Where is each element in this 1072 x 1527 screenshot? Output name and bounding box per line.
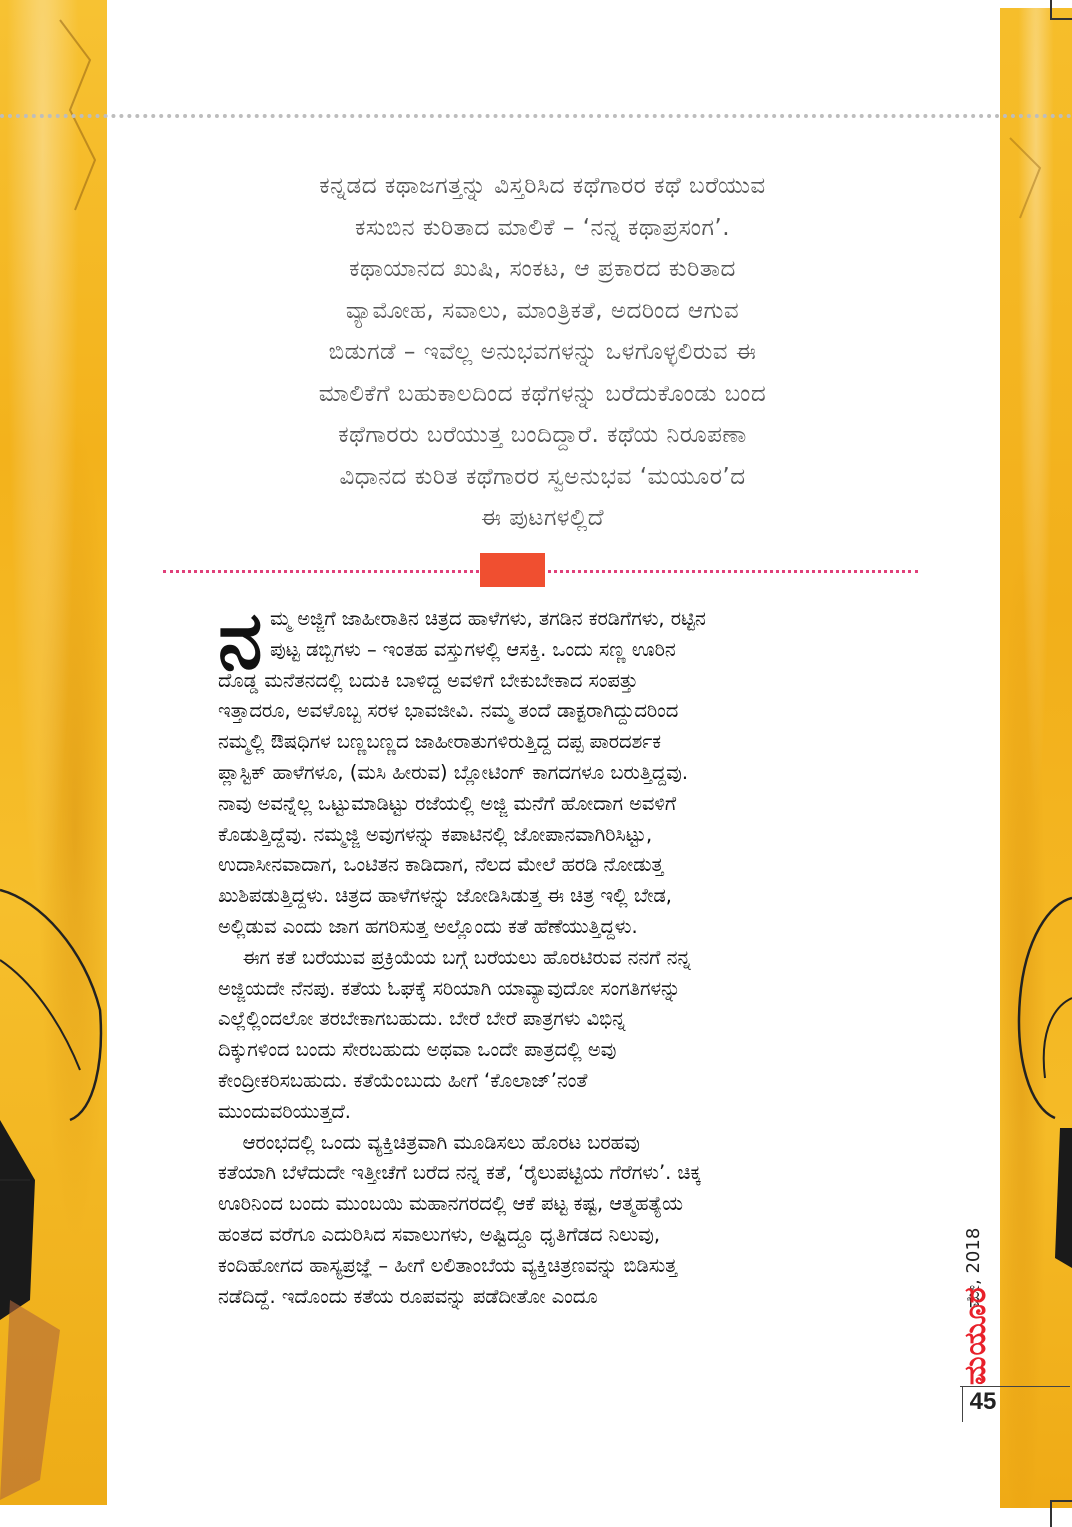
body-line: ಅಜ್ಜಿಯದೇ ನೆನಪು. ಕತೆಯ ಓಘಕ್ಕೆ ಸರಿಯಾಗಿ ಯಾವ್ಯಾವುದೋ ಸಂಗತಿಗಳನ್ನು bbox=[218, 976, 681, 1000]
intro-line: ಮಾಲಿಕೆಗೆ ಬಹುಕಾಲದಿಂದ ಕಥೆಗಳನ್ನು ಬರೆದುಕೊಂಡು ಬಂದ bbox=[318, 380, 767, 407]
body-line: ಅಲ್ಲಿಡುವ ಎಂದು ಜಾಗ ಹಗರಿಸುತ್ತ ಅಲ್ಲೊಂದು ಕತೆ ಹೆಣೆಯುತ್ತಿದ್ದಳು. bbox=[218, 914, 638, 938]
body-line: ನಡೆದಿದ್ದೆ. ಇದೊಂದು ಕತೆಯ ರೂಪವನ್ನು ಪಡೆದೀತೋ ಎಂದೂ bbox=[218, 1284, 598, 1308]
top-dotted-rule bbox=[0, 114, 1072, 118]
body-line: ಈಗ ಕತೆ ಬರೆಯುವ ಪ್ರಕ್ರಿಯೆಯ ಬಗ್ಗೆ ಬರೆಯಲು ಹೊರಟಿರುವ ನನಗೆ ನನ್ನ bbox=[218, 945, 691, 969]
intro-line: ವ್ಯಾಮೋಹ, ಸವಾಲು, ಮಾಂತ್ರಿಕತೆ, ಅದರಿಂದ ಆಗುವ bbox=[345, 297, 740, 324]
left-artwork-strip bbox=[0, 0, 107, 1505]
page-number: 45 bbox=[969, 1388, 997, 1415]
right-artwork-strip bbox=[1000, 8, 1072, 1508]
intro-line: ಕಥೆಗಾರರು ಬರೆಯುತ್ತ ಬಂದಿದ್ದಾರೆ. ಕಥೆಯ ನಿರೂಪಣಾ bbox=[338, 422, 747, 448]
intro-line: ಕನ್ನಡದ ಕಥಾಜಗತ್ತನ್ನು ವಿಸ್ತರಿಸಿದ ಕಥೆಗಾರರ ಕಥೆ ಬರೆಯುವ bbox=[319, 173, 766, 199]
article-body bbox=[218, 604, 868, 1312]
body-line: ಕಂದಿಹೋಗದ ಹಾಸ್ಯಪ್ರಜ್ಞೆ – ಹೀಗೆ ಲಲಿತಾಂಬೆಯ ವ್ಯಕ್ತಿಚಿತ್ರಣವನ್ನು ಬಿಡಿಸುತ್ತ bbox=[218, 1253, 678, 1277]
body-line: ಪುಟ್ಟ ಡಬ್ಬಿಗಳು – ಇಂತಹ ವಸ್ತುಗಳಲ್ಲಿ ಆಸಕ್ತಿ. ಒಂದು ಸಣ್ಣ ಊರಿನ bbox=[270, 637, 676, 661]
body-line: ಎಲ್ಲೆಲ್ಲಿಂದಲೋ ತರಬೇಕಾಗಬಹುದು. ಬೇರೆ ಬೇರೆ ಪಾತ್ರಗಳು ವಿಭಿನ್ನ bbox=[218, 1007, 626, 1031]
intro-line: ಕಥಾಯಾನದ ಖುಷಿ, ಸಂಕಟ, ಆ ಪ್ರಕಾರದ ಕುರಿತಾದ bbox=[349, 256, 736, 282]
body-line: ಉದಾಸೀನವಾದಾಗ, ಒಂಟಿತನ ಕಾಡಿದಾಗ, ನೆಲದ ಮೇಲೆ ಹರಡಿ ನೋಡುತ್ತ bbox=[218, 853, 664, 877]
crop-mark-bottom bbox=[1050, 1500, 1072, 1527]
intro-line: ಕಸುಬಿನ ಕುರಿತಾದ ಮಾಲಿಕೆ – ‘ನನ್ನ ಕಥಾಪ್ರಸಂಗ’. bbox=[354, 214, 731, 241]
body-line: ಹಂತದ ವರೆಗೂ ಎದುರಿಸಿದ ಸವಾಲುಗಳು, ಅಷ್ಟಿದ್ದೂ ಧೃತಿಗೆಡದ ನಿಲುವು, bbox=[218, 1222, 660, 1246]
series-intro bbox=[200, 166, 885, 540]
drop-cap: ನ bbox=[218, 593, 263, 687]
intro-line: ಬಿಡುಗಡೆ – ಇವೆಲ್ಲ ಅನುಭವಗಳನ್ನು ಒಳಗೊಳ್ಳಲಿರುವ ಈ bbox=[328, 339, 757, 365]
body-line: ಕೊಡುತ್ತಿದ್ದೆವು. ನಮ್ಮಜ್ಜಿ ಅವುಗಳನ್ನು ಕಪಾಟಿನಲ್ಲಿ ಜೋಪಾನವಾಗಿರಿಸಿಟ್ಟು, bbox=[218, 822, 653, 846]
body-line: ಆರಂಭದಲ್ಲಿ ಒಂದು ವ್ಯಕ್ತಿಚಿತ್ರವಾಗಿ ಮೂಡಿಸಲು ಹೊರಟ ಬರಹವು bbox=[218, 1130, 640, 1154]
intro-line: ಈ ಪುಟಗಳಲ್ಲಿದೆ bbox=[480, 505, 605, 531]
body-line: ನಮ್ಮಲ್ಲಿ ಔಷಧಿಗಳ ಬಣ್ಣಬಣ್ಣದ ಜಾಹೀರಾತುಗಳಿರುತ್ತಿದ್ದ ದಪ್ಪ ಪಾರದರ್ಶಕ bbox=[218, 730, 661, 754]
right-artwork-illustration bbox=[1000, 8, 1072, 1508]
crop-mark-top bbox=[1050, 0, 1072, 20]
divider-accent-block bbox=[480, 553, 545, 587]
body-line: ಪ್ಲಾಸ್ಟಿಕ್ ಹಾಳೆಗಳೂ, (ಮಸಿ ಹೀರುವ) ಬ್ಲೋಟಿಂಗ್ ಕಾಗದಗಳೂ ಬರುತ್ತಿದ್ದವು. bbox=[218, 760, 689, 784]
body-line: ಊರಿನಿಂದ ಬಂದು ಮುಂಬಯಿ ಮಹಾನಗರದಲ್ಲಿ ಆಕೆ ಪಟ್ಟ ಕಷ್ಟ, ಆತ್ಮಹತ್ಯೆಯ bbox=[218, 1192, 683, 1216]
body-line: ಕೇಂದ್ರೀಕರಿಸಬಹುದು. ಕತೆಯೆಂಬುದು ಹೀಗೆ ‘ಕೊಲಾಜ್’ನಂತೆ bbox=[218, 1068, 588, 1092]
body-line: ದಿಕ್ಕುಗಳಿಂದ ಬಂದು ಸೇರಬಹುದು ಅಥವಾ ಒಂದೇ ಪಾತ್ರದಲ್ಲಿ ಅವು bbox=[218, 1038, 617, 1062]
folio-rule-vertical bbox=[962, 1386, 963, 1422]
body-line: ಖುಶಿಪಡುತ್ತಿದ್ದಳು. ಚಿತ್ರದ ಹಾಳೆಗಳನ್ನು ಜೋಡಿಸಿಡುತ್ತ ಈ ಚಿತ್ರ ಇಲ್ಲಿ ಬೇಡ, bbox=[218, 884, 672, 908]
body-line: ಕತೆಯಾಗಿ ಬೆಳೆದುದೇ ಇತ್ತೀಚೆಗೆ ಬರೆದ ನನ್ನ ಕತೆ, ‘ರೈಲುಪಟ್ಟಿಯ ಗೆರೆಗಳು’. ಚಿಕ್ಕ bbox=[218, 1161, 702, 1185]
magazine-masthead: ಮಯೂರ bbox=[958, 1286, 993, 1385]
body-line: ಮುಂದುವರಿಯುತ್ತದೆ. bbox=[218, 1099, 351, 1123]
left-artwork-illustration bbox=[0, 0, 107, 1505]
body-line: ಮ್ಮ ಅಜ್ಜಿಗೆ ಜಾಹೀರಾತಿನ ಚಿತ್ರದ ಹಾಳೆಗಳು, ತಗಡಿನ ಕರಡಿಗೆಗಳು, ರಟ್ಟಿನ bbox=[270, 607, 706, 630]
intro-line: ವಿಧಾನದ ಕುರಿತ ಕಥೆಗಾರರ ಸ್ವಅನುಭವ ‘ಮಯೂರ’ದ bbox=[339, 463, 746, 490]
body-line: ಇತ್ತಾದರೂ, ಅವಳೊಬ್ಬ ಸರಳ ಭಾವಜೀವಿ. ನಮ್ಮ ತಂದೆ ಡಾಕ್ಟರಾಗಿದ್ದುದರಿಂದ bbox=[218, 699, 679, 723]
body-line: ದೊಡ್ಡ ಮನೆತನದಲ್ಲಿ ಬದುಕಿ ಬಾಳಿದ್ದ ಅವಳಿಗೆ ಬೇಕುಬೇಕಾದ ಸಂಪತ್ತು bbox=[218, 668, 638, 692]
issue-date: ಮೇ, 2018 bbox=[963, 1227, 984, 1308]
folio-rule bbox=[960, 1386, 1070, 1387]
body-line: ನಾವು ಅವನ್ನೆಲ್ಲ ಒಟ್ಟುಮಾಡಿಟ್ಟು ರಜೆಯಲ್ಲಿ ಅಜ್ಜಿ ಮನೆಗೆ ಹೋದಾಗ ಅವಳಿಗೆ bbox=[218, 791, 677, 815]
